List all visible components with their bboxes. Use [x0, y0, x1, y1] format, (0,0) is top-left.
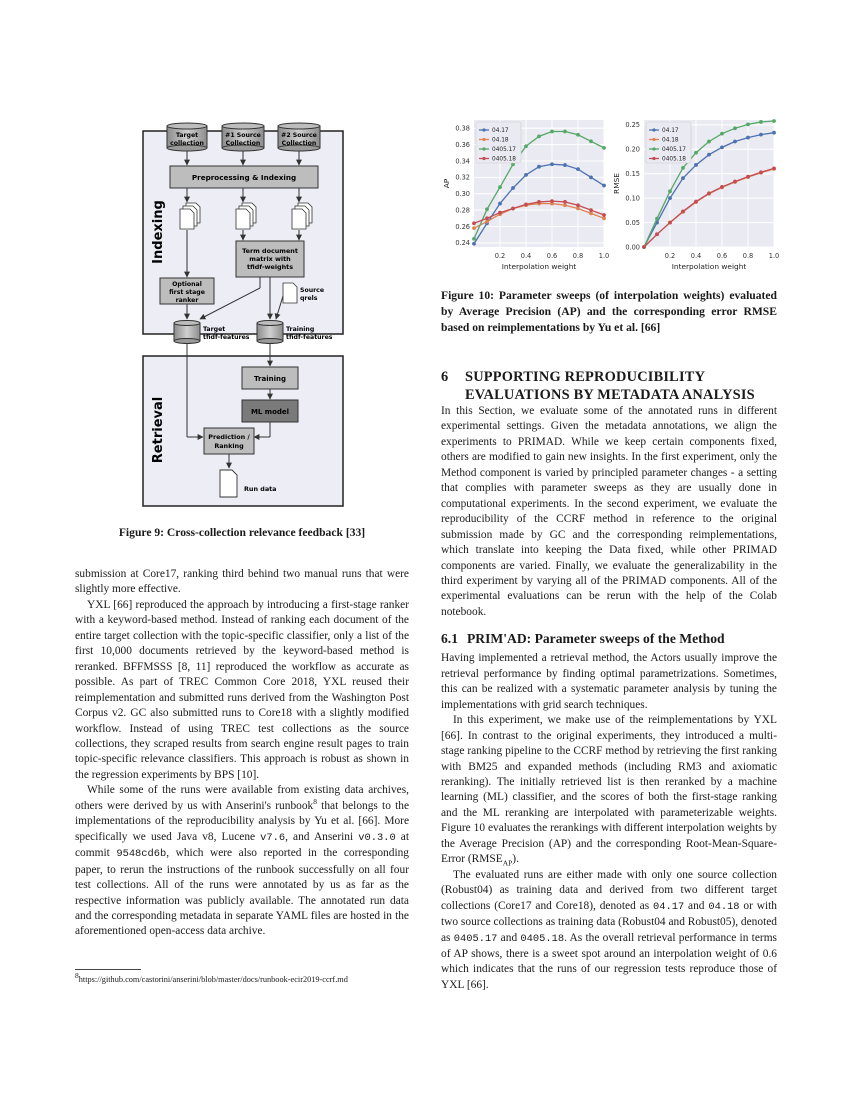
ap-point-0405.18 — [472, 221, 476, 225]
rmse-xtick-label: 0.2 — [664, 252, 676, 260]
rmse-point-0405.18 — [733, 180, 737, 184]
ap-point-04.17 — [537, 165, 541, 169]
rmse-legend-label-04.17: 04.17 — [662, 128, 679, 135]
retrieval-label: Retrieval — [151, 396, 166, 464]
target-collection-db — [167, 123, 207, 151]
ap-xtick-label: 0.4 — [520, 252, 532, 260]
ap-xlabel: Interpolation weight — [501, 262, 577, 271]
ap-chart — [441, 115, 611, 277]
subsection-title: PRIM'AD: Parameter sweeps of the Method — [467, 631, 725, 647]
ap-ytick-label: 0.26 — [455, 222, 470, 231]
subsection-6-1-heading — [441, 630, 777, 648]
ap-point-0405.17 — [485, 207, 489, 211]
rmse-ytick-label: 0.10 — [625, 194, 640, 203]
rmse-point-0405.17 — [759, 120, 763, 124]
rmse-legend-marker-04.17 — [652, 128, 655, 131]
left-paragraph-1: submission at Core17, ranking third behind two manual runs that were slightly more effective. — [75, 568, 409, 596]
ap-point-0405.18 — [498, 211, 502, 215]
sub-p3-e: . As the overall retrieval performance in terms of AP shows, there is a sweet spot around an interpolation weight of 0.6 which indicates that the runs of our regression tests reproduce those of YXL [66]. — [441, 931, 777, 991]
rmse-point-04.17 — [733, 140, 737, 144]
ap-legend-label-0405.18: 0405.18 — [492, 156, 516, 163]
rmse-legend — [646, 122, 691, 163]
source2-collection-db — [278, 123, 320, 151]
ap-point-04.18 — [602, 216, 606, 220]
ap-point-0405.17 — [563, 130, 567, 134]
source2-label-1: #2 Source — [281, 132, 317, 139]
section-6-paragraph: In this Section, we evaluate some of the annotated runs in different experimental settings. Given the metadata annotations, we align the experiments to PRIMAD. While we keep certain components fixed, others are modified to gain new insights. In the first experiment, only the Method component is varied by principled parameter changes - a setting that complies with parameter sweeps as they are usually done in computational experiments. In the second experiment, we evaluate the reproducibility of the CCRF method in reference to the original submission made by GC and the corresponding reimplementations, which translate into keeping the Data fixed, while other PRIMAD components are varied. Finally, we evaluate the generalizability in the third experiment by varying all of the PRIMAD components. All of the experimental evaluations can be rerun with the help of the Colab notebook. — [441, 405, 777, 618]
ap-ytick-label: 0.28 — [455, 206, 470, 215]
ap-point-0405.17 — [524, 144, 528, 148]
sub-p3-c: or with two source collections as training data (Robust04 and Robust05), denoted as — [441, 899, 778, 944]
p3-part-e: , which were also reported in the corresponding paper, to rerun the instructions of the runbook successfully on all four test collections. All of the runs were annotated by us as far as the respective information was publicly available. The annotated run data and the corresponding metadata in separate YAML files are hosted in the aforementioned open-access data archive. — [75, 847, 410, 938]
p3-part-a: While some of the runs were available from existing data archives, others were derived by us with Anserini's runbook — [75, 784, 409, 812]
term-matrix-label-2: matrix with — [249, 255, 291, 263]
rmse-point-04.17 — [668, 196, 672, 200]
rmse-point-0405.17 — [668, 189, 672, 193]
rmse-point-0405.18 — [655, 232, 659, 236]
rmse-xtick-label: 1.0 — [768, 252, 780, 260]
ap-xtick-label: 0.6 — [546, 252, 558, 260]
source1-collection-db — [222, 123, 264, 151]
ap-point-04.18 — [485, 220, 489, 224]
footnote-ref-8[interactable]: 8 — [313, 797, 317, 806]
ap-point-0405.18 — [576, 203, 580, 207]
rmse-subscript: AP — [502, 858, 513, 868]
source-qrels-label-1: Source — [300, 287, 325, 294]
rmse-point-0405.17 — [694, 151, 698, 155]
lucene-version: v7.6 — [260, 831, 286, 844]
optional-ranker-label-2: first stage — [169, 289, 205, 296]
ap-legend-marker-0405.17 — [482, 147, 485, 150]
ap-legend-label-04.18: 04.18 — [492, 137, 509, 144]
rmse-legend-marker-04.18 — [652, 138, 655, 141]
rmse-point-04.17 — [707, 153, 711, 157]
ap-point-04.18 — [563, 203, 567, 207]
sub-p2-a: In this experiment, we make use of the reimplementations by YXL [66]. In contrast to the original experiments, they introduced a multi-stage ranking pipeline to the CCRF method by retrieving the first ranking with BM25 and expanded methods (including RM3 and axiomatic reranking). The initially retrieved list is then reranked by a machine learning (ML) classifier, and the scores of both the first-stage ranking and the ML reranking are interpolated with parameterizable weights. Figure 10 evaluates the rerankings with different interpolation weights by the Average Precision (AP) and the corresponding Root-Mean-Square-Error (RMSE — [441, 714, 777, 866]
ap-point-0405.18 — [511, 207, 515, 211]
rmse-chart — [611, 115, 781, 277]
ap-legend-marker-0405.18 — [482, 157, 485, 160]
ap-point-0405.17 — [550, 130, 554, 134]
ap-legend — [476, 122, 521, 163]
footnote — [75, 971, 348, 985]
rmse-ytick-label: 0.25 — [625, 121, 640, 130]
footnote-link[interactable]: https://github.com/castorini/anserini/blob/master/docs/runbook-ecir2019-ccrf.md — [78, 975, 348, 984]
rmse-point-04.17 — [694, 163, 698, 167]
rmse-legend-label-0405.18: 0405.18 — [662, 156, 686, 163]
rmse-xlabel: Interpolation weight — [671, 262, 747, 271]
ap-point-0405.17 — [602, 146, 606, 150]
rmse-point-0405.17 — [772, 119, 776, 123]
ap-point-0405.17 — [472, 237, 476, 241]
anserini-version: v0.3.0 — [358, 831, 396, 844]
p3-part-d: at commit — [75, 830, 409, 860]
ap-legend-label-04.17: 04.17 — [492, 128, 509, 135]
rmse-legend-label-04.18: 04.18 — [662, 137, 679, 144]
ap-point-0405.18 — [524, 202, 528, 206]
p3-part-c: , and Anserini — [285, 830, 359, 843]
section-title-line1: SUPPORTING REPRODUCIBILITY — [465, 369, 706, 385]
ap-point-04.18 — [576, 207, 580, 211]
source-qrels-label-2: qrels — [300, 295, 318, 302]
rmse-xtick-label: 0.4 — [690, 252, 702, 260]
rmse-xtick-label: 0.6 — [716, 252, 728, 260]
run-data-doc-icon — [220, 470, 237, 497]
optional-ranker-label-3: ranker — [175, 297, 199, 304]
run-code-0418: 04.18 — [708, 900, 740, 913]
ap-point-04.17 — [511, 186, 515, 190]
ap-point-04.17 — [550, 162, 554, 166]
sub-p3-d: and — [497, 931, 521, 944]
ap-point-04.17 — [602, 184, 606, 188]
sub-p2-b: ). — [512, 853, 519, 866]
training-tfidf-label-1: Training — [286, 326, 315, 333]
ap-xtick-label: 1.0 — [598, 252, 610, 260]
rmse-ylabel: RMSE — [612, 173, 621, 194]
rmse-point-0405.17 — [707, 140, 711, 144]
ap-ylabel: AP — [442, 178, 451, 189]
ap-point-04.17 — [589, 175, 593, 179]
rmse-legend-marker-0405.18 — [652, 157, 655, 160]
ap-ytick-label: 0.24 — [455, 239, 470, 248]
sub-p3-b: and — [684, 899, 709, 912]
subsection-number: 6.1 — [441, 631, 458, 647]
rmse-point-04.17 — [772, 131, 776, 135]
ml-model-label: ML model — [250, 408, 290, 416]
run-code-040517: 0405.17 — [453, 932, 498, 945]
ap-point-0405.18 — [537, 200, 541, 204]
ap-ytick-label: 0.34 — [455, 157, 470, 166]
ap-legend-marker-04.18 — [482, 138, 485, 141]
p3-part-b: that belongs to the implementations of the reproducibility analysis by Yu et al. [66]. More specifically we used Java v8, Lucene — [75, 799, 410, 843]
rmse-point-0405.18 — [720, 185, 724, 189]
target-collection-label-1: Target — [175, 132, 199, 139]
figure9-caption: Figure 9: Cross-collection relevance feedback [33] — [118, 526, 366, 539]
rmse-point-0405.17 — [733, 126, 737, 130]
ap-point-04.17 — [576, 167, 580, 171]
ap-point-0405.18 — [602, 213, 606, 217]
rmse-point-0405.17 — [655, 217, 659, 221]
prediction-box — [204, 428, 254, 454]
source1-label-1: #1 Source — [225, 132, 261, 139]
source1-label-2: Collection — [225, 140, 261, 147]
rmse-ytick-label: 0.15 — [625, 170, 640, 179]
rmse-ytick-label: 0.00 — [625, 243, 640, 252]
ap-point-0405.18 — [589, 208, 593, 212]
rmse-point-0405.18 — [668, 221, 672, 225]
ap-ytick-label: 0.36 — [455, 140, 470, 149]
rmse-point-04.17 — [759, 133, 763, 137]
sub-p3-a: The evaluated runs are either made with only one source collection (Robust04) as training data and derived from two different target collections (Core17 and Core18), denoted as — [441, 868, 777, 912]
footnote-rule — [75, 969, 141, 970]
training-tfidf-db — [257, 321, 283, 344]
rmse-point-0405.17 — [681, 166, 685, 170]
rmse-point-0405.18 — [772, 166, 776, 170]
source2-label-2: Collection — [281, 140, 317, 147]
target-docs-icon — [180, 203, 200, 229]
preprocessing-label: Preprocessing & Indexing — [191, 173, 297, 182]
ap-point-04.17 — [563, 163, 567, 167]
target-tfidf-db — [174, 321, 200, 344]
ap-point-04.17 — [498, 202, 502, 206]
rmse-point-0405.17 — [746, 122, 750, 126]
ap-xtick-label: 0.2 — [494, 252, 506, 260]
subsection-paragraph-3 — [441, 868, 777, 994]
footnote-mark: 8 — [75, 971, 79, 981]
ap-point-0405.17 — [576, 133, 580, 137]
prediction-label-2: Ranking — [214, 442, 244, 450]
prediction-label-1: Prediction / — [208, 433, 250, 441]
run-data-label: Run data — [244, 485, 277, 493]
rmse-point-04.17 — [746, 136, 750, 140]
target-tfidf-label-2: tfidf-features — [203, 334, 250, 341]
rmse-legend-label-0405.17: 0405.17 — [662, 147, 686, 154]
rmse-point-0405.18 — [642, 245, 646, 249]
rmse-xtick-label: 0.8 — [742, 252, 754, 260]
target-collection-label-2: collection — [170, 140, 204, 147]
ap-point-0405.18 — [563, 200, 567, 204]
source2-docs-icon — [292, 203, 312, 229]
ap-point-0405.17 — [537, 134, 541, 138]
subsection-paragraph-2 — [441, 713, 777, 868]
section-6-heading — [441, 368, 777, 404]
section-title-line2: EVALUATIONS BY METADATA ANALYSIS — [465, 387, 755, 403]
commit-hash: 9548cd6b — [116, 848, 167, 861]
ap-point-0405.17 — [589, 139, 593, 143]
section-number: 6 — [441, 369, 449, 385]
rmse-point-04.17 — [681, 176, 685, 180]
rmse-point-0405.18 — [759, 170, 763, 174]
run-code-0417: 04.17 — [653, 900, 685, 913]
training-tfidf-label-2: tfidf-features — [286, 334, 333, 341]
term-matrix-label-1: Term document — [242, 247, 298, 255]
rmse-legend-marker-0405.17 — [652, 147, 655, 150]
rmse-point-0405.18 — [681, 209, 685, 213]
optional-ranker-label-1: Optional — [172, 281, 202, 288]
left-column — [75, 567, 409, 940]
source1-docs-icon — [236, 203, 256, 229]
figure10-caption: Figure 10: Parameter sweeps (of interpolation weights) evaluated by Average Precision (AP) and the corresponding error RMSE based on reimplementations by Yu et al. [66] — [441, 289, 777, 334]
source-qrels-doc-icon — [283, 283, 297, 303]
ap-point-0405.18 — [550, 199, 554, 203]
rmse-point-0405.17 — [720, 132, 724, 136]
rmse-point-0405.18 — [746, 175, 750, 179]
left-paragraph-3 — [75, 783, 409, 940]
indexing-label: Indexing — [151, 200, 166, 264]
run-code-040518: 0405.18 — [520, 932, 565, 945]
ap-point-04.17 — [524, 173, 528, 177]
ap-legend-label-0405.17: 0405.17 — [492, 147, 516, 154]
ap-point-04.17 — [472, 242, 476, 246]
ap-ytick-label: 0.30 — [455, 190, 470, 199]
ap-point-04.18 — [472, 226, 476, 230]
training-label: Training — [254, 375, 286, 383]
ap-point-04.18 — [589, 212, 593, 216]
left-paragraph-2: YXL [66] reproduced the approach by introducing a first-stage ranker with a keyword-based method. Instead of ranking each document of the entire target collection with the topic-specific classifier, only a list of the first 10,000 documents retrieved by the keyword-based method is reranked. BFFMSSS [8, 11] reproduced the workflow as accurate as possible. As part of TREC Common Core 2018, YXL reused their reimplementation and submitted runs derived from the Washington Post Corpus v2. GC also submitted runs to Core18 with a slightly modified workflow. Instead of using TREC test collections as the source collections, they scraped results from search engine result pages to train topic-specific relevance classifiers. This approach is robust as shown in the regression experiments by BPS [10]. — [75, 598, 409, 781]
rmse-ytick-label: 0.20 — [625, 145, 640, 154]
ap-legend-marker-04.17 — [482, 128, 485, 131]
rmse-point-0405.18 — [707, 191, 711, 195]
rmse-ytick-label: 0.05 — [625, 218, 640, 227]
figure9-diagram — [140, 120, 350, 510]
subsection-paragraph-1: Having implemented a retrieval method, the Actors usually improve the retrieval performance by finding optimal parametrizations. Sometimes, this can be realized with a systematic parameter analysis by tuning the implementations with grid search techniques. — [441, 652, 777, 711]
ap-point-0405.17 — [498, 185, 502, 189]
ap-ytick-label: 0.32 — [455, 173, 470, 182]
target-tfidf-label-1: Target — [203, 326, 226, 333]
ap-point-0405.18 — [485, 216, 489, 220]
ap-ytick-label: 0.38 — [455, 124, 470, 133]
rmse-point-0405.18 — [694, 200, 698, 204]
right-column — [441, 368, 777, 993]
ap-xtick-label: 0.8 — [572, 252, 584, 260]
term-matrix-label-3: tfidf-weights — [246, 263, 294, 271]
rmse-point-04.17 — [720, 145, 724, 149]
